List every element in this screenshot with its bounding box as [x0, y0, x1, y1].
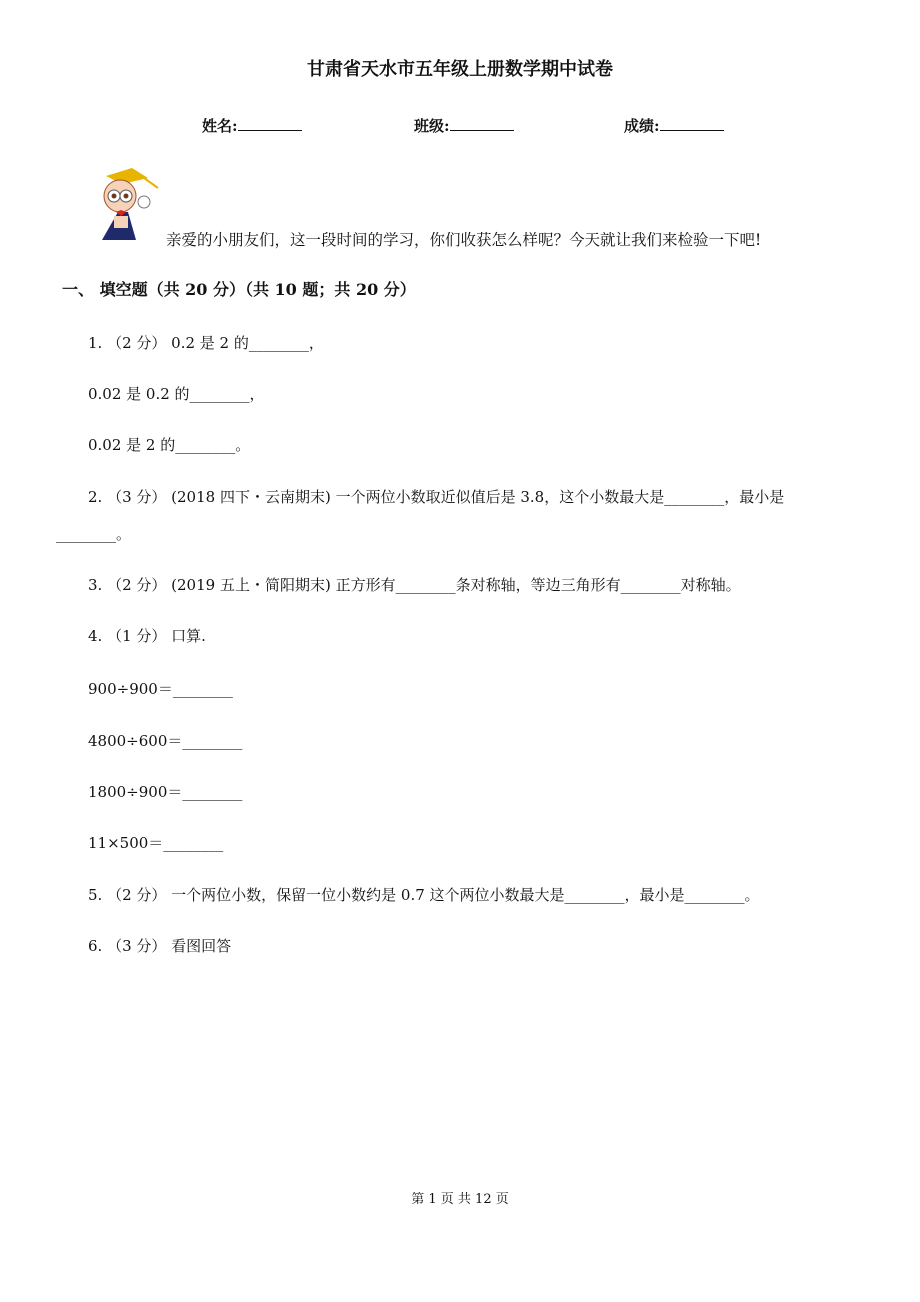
section-heading: 一、 填空题（共 20 分）（共 10 题；共 20 分）: [62, 280, 416, 299]
question-4: 4. （1 分） 口算.: [88, 627, 206, 645]
page-footer: 第 1 页 共 12 页: [411, 1192, 509, 1207]
question-4-item-4: 11×500＝________: [88, 834, 224, 852]
class-blank: [450, 116, 514, 131]
score-blank: [660, 116, 724, 131]
page-title: 甘肃省天水市五年级上册数学期中试卷: [307, 59, 613, 80]
score-field: [624, 116, 724, 136]
name-label: 姓名:: [202, 117, 238, 135]
name-blank: [238, 116, 302, 131]
question-1-line-2: 0.02 是 0.2 的________，: [88, 385, 265, 403]
question-2: 2. （3 分） (2018 四下・云南期末) 一个两位小数取近似值后是 3.8，这个小数最大是________，最小是: [88, 488, 785, 506]
score-label: 成绩:: [624, 117, 660, 135]
question-3: 3. （2 分） (2019 五上・简阳期末) 正方形有________条对称轴，等边三角形有________对称轴。: [88, 576, 741, 594]
class-field: [414, 116, 514, 136]
name-field: [202, 116, 302, 136]
question-4-item-1: 900÷900＝________: [88, 680, 233, 698]
question-4-item-2: 4800÷600＝________: [88, 732, 243, 750]
question-4-item-3: 1800÷900＝________: [88, 783, 243, 801]
question-6: 6. （3 分） 看图回答: [88, 937, 232, 955]
intro-text: 亲爱的小朋友们，这一段时间的学习，你们收获怎么样呢？今天就让我们来检验一下吧!: [166, 231, 762, 249]
question-1: 1. （2 分） 0.2 是 2 的________，: [88, 334, 324, 352]
question-5: 5. （2 分） 一个两位小数，保留一位小数约是 0.7 这个两位小数最大是________，最小是________。: [88, 886, 760, 904]
class-label: 班级:: [414, 117, 450, 135]
question-1-line-3: 0.02 是 2 的________。: [88, 436, 251, 454]
question-2-line-2: ________。: [56, 525, 132, 543]
mascot-icon: [92, 166, 164, 244]
